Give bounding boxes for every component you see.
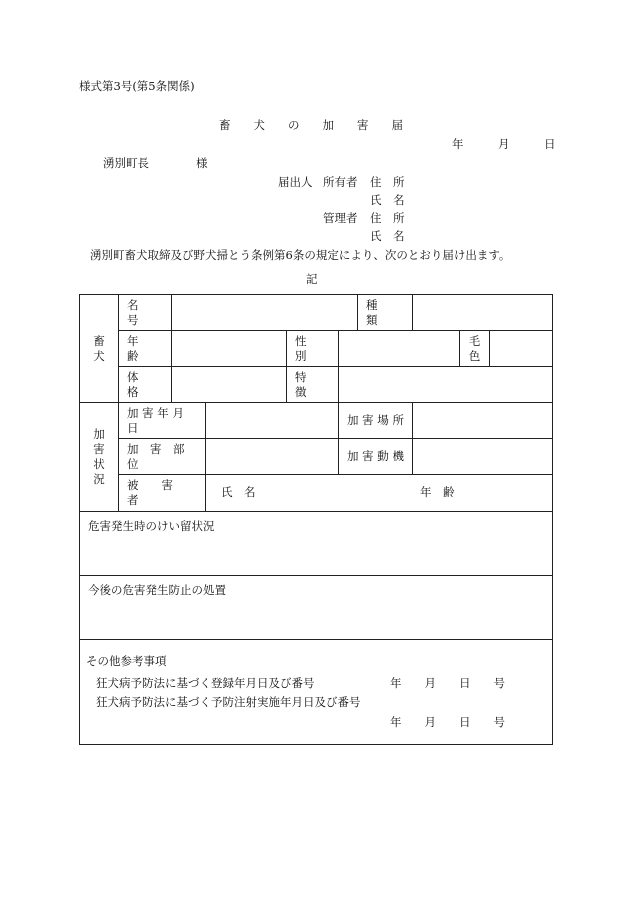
dog-incident-form-table <box>79 294 553 745</box>
ki-mark: 記 <box>306 272 318 286</box>
registration-date-number: 年 月 日 号 <box>390 676 505 690</box>
manager-label: 管理者 <box>323 211 358 225</box>
name-field[interactable] <box>172 295 358 331</box>
coat-label: 毛 色 <box>460 331 490 367</box>
body-part-label: 加 害 部 位 <box>119 439 206 475</box>
honorific: 様 <box>196 156 208 170</box>
statement: 湧別町畜犬取締及び野犬掃とう条例第6条の規定により、次のとおり届け出ます。 <box>90 248 511 262</box>
motive-label: 加 害 動 機 <box>339 439 413 475</box>
vaccination-label: 狂犬病予防法に基づく予防注射実施年月日及び番号 <box>96 695 361 709</box>
motive-field[interactable] <box>413 439 553 475</box>
owner-name-label: 氏 名 <box>370 193 405 207</box>
manager-name-label: 氏 名 <box>370 229 405 243</box>
incident-section-label <box>80 403 119 512</box>
prevention-measures-cell[interactable] <box>80 576 553 640</box>
breed-label: 種 類 <box>358 295 413 331</box>
incident-section-label-2: 状 況 <box>93 457 105 486</box>
features-label: 特 徴 <box>287 367 339 403</box>
sex-label: 性 別 <box>287 331 339 367</box>
name-label: 名 号 <box>119 295 172 331</box>
features-field[interactable] <box>339 367 553 403</box>
incident-section-label-1: 加 害 <box>93 427 105 457</box>
detention-status-cell[interactable] <box>80 512 553 576</box>
age-label: 年 齢 <box>119 331 172 367</box>
incident-place-field[interactable] <box>413 403 553 439</box>
detention-status-label: 危害発生時のけい留状況 <box>88 519 215 533</box>
incident-place-label: 加 害 場 所 <box>339 403 413 439</box>
victim-label: 被 害 者 <box>119 475 206 512</box>
victim-name-label: 氏 名 <box>221 485 256 499</box>
victim-field[interactable] <box>206 475 553 512</box>
other-reference-cell[interactable] <box>80 640 553 745</box>
owner-label: 所有者 <box>323 175 358 189</box>
coat-field[interactable] <box>490 331 553 367</box>
owner-address-label: 住 所 <box>370 175 405 189</box>
size-label: 体 格 <box>119 367 172 403</box>
submission-date: 年 月 日 <box>452 137 556 151</box>
prevention-measures-label: 今後の危害発生防止の処置 <box>88 583 226 597</box>
registration-label: 狂犬病予防法に基づく登録年月日及び番号 <box>96 676 315 690</box>
notifier-label: 届出人 <box>278 175 313 189</box>
incident-date-field[interactable] <box>206 403 339 439</box>
vaccination-date-number: 年 月 日 号 <box>390 715 505 729</box>
document-title: 畜 犬 の 加 害 届 <box>219 118 403 132</box>
breed-field[interactable] <box>413 295 553 331</box>
form-number: 様式第3号(第5条関係) <box>79 79 195 93</box>
dog-section-label: 畜 犬 <box>80 295 119 403</box>
manager-address-label: 住 所 <box>370 211 405 225</box>
sex-field[interactable] <box>339 331 460 367</box>
addressee: 湧別町長 <box>103 156 149 170</box>
victim-age-label: 年 齢 <box>420 485 455 499</box>
body-part-field[interactable] <box>206 439 339 475</box>
incident-date-label: 加 害 年 月 日 <box>119 403 206 439</box>
other-reference-label: その他参考事項 <box>86 654 167 668</box>
size-field[interactable] <box>172 367 287 403</box>
age-field[interactable] <box>172 331 287 367</box>
